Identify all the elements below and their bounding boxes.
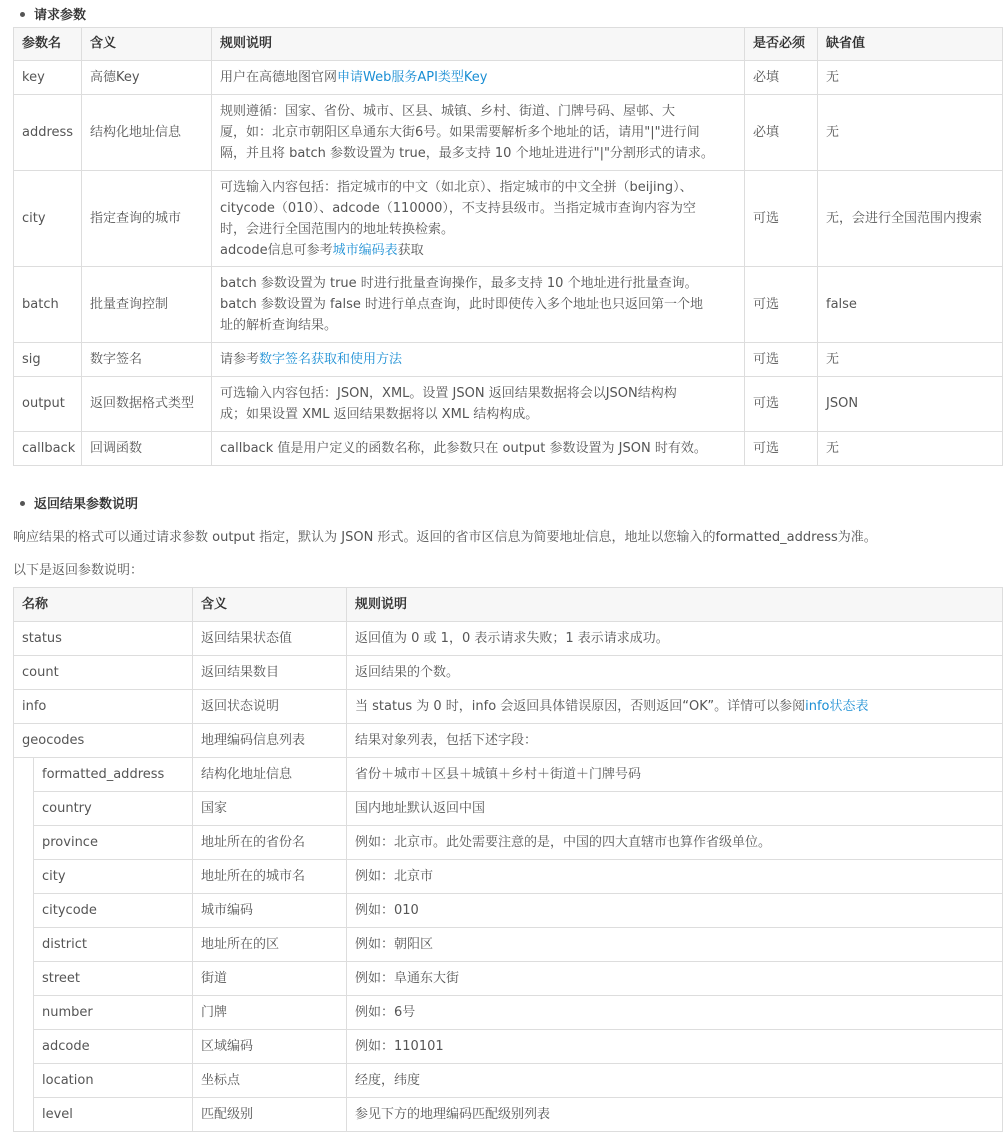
param-rule: 请参考数字签名获取和使用方法: [212, 343, 745, 377]
field-name: count: [14, 656, 193, 690]
header-meaning: 含义: [193, 588, 347, 622]
table-row: [14, 690, 1003, 724]
sub-field-meaning: 坐标点: [193, 1064, 347, 1098]
table-row: [14, 656, 1003, 690]
sub-field-meaning: 地址所在的城市名: [193, 860, 347, 894]
table-row: [14, 267, 1003, 343]
sub-field-meaning: 区域编码: [193, 1030, 347, 1064]
param-required: 可选: [745, 267, 818, 343]
header-required: 是否必须: [745, 28, 818, 61]
sub-field-rule: 参见下方的地理编码匹配级别列表: [347, 1098, 1003, 1132]
param-required: 可选: [745, 343, 818, 377]
table-row: [14, 95, 1003, 171]
field-meaning: 地理编码信息列表: [193, 724, 347, 758]
param-default: 无: [818, 95, 1003, 171]
param-rule: batch 参数设置为 true 时进行批量查询操作，最多支持 10 个地址进行批量查询。 batch 参数设置为 false 时进行单点查询，此时即使传入多个地址也只返回第一个地 址的解析查询结果。: [212, 267, 745, 343]
table-row: [14, 61, 1003, 95]
param-meaning: 返回数据格式类型: [82, 377, 212, 432]
indent-cell: [14, 928, 34, 962]
sub-field-meaning: 街道: [193, 962, 347, 996]
sub-table-row: [14, 928, 1003, 962]
header-name: 名称: [14, 588, 193, 622]
sub-field-name: formatted_address: [34, 758, 193, 792]
sub-field-rule: 例如：北京市。此处需要注意的是，中国的四大直辖市也算作省级单位。: [347, 826, 1003, 860]
table-row: [14, 171, 1003, 267]
param-rule: 可选输入内容包括：JSON，XML。设置 JSON 返回结果数据将会以JSON结构构 成；如果设置 XML 返回结果数据将以 XML 结构构成。: [212, 377, 745, 432]
param-default: false: [818, 267, 1003, 343]
sub-table-row: [14, 860, 1003, 894]
sub-field-rule: 例如：北京市: [347, 860, 1003, 894]
sub-field-rule: 例如：朝阳区: [347, 928, 1003, 962]
indent-cell: [14, 758, 34, 792]
indent-cell: [14, 1064, 34, 1098]
param-required: 可选: [745, 432, 818, 466]
sub-field-meaning: 匹配级别: [193, 1098, 347, 1132]
param-required: 可选: [745, 171, 818, 267]
sub-field-meaning: 结构化地址信息: [193, 758, 347, 792]
field-meaning: 返回结果状态值: [193, 622, 347, 656]
indent-cell: [14, 826, 34, 860]
param-rule: 用户在高德地图官网申请Web服务API类型Key: [212, 61, 745, 95]
sub-field-name: province: [34, 826, 193, 860]
indent-cell: [14, 1030, 34, 1064]
param-default: 无: [818, 61, 1003, 95]
sub-field-rule: 例如：110101: [347, 1030, 1003, 1064]
table-row: [14, 724, 1003, 758]
sub-field-meaning: 地址所在的区: [193, 928, 347, 962]
param-default: 无，会进行全国范围内搜索: [818, 171, 1003, 267]
sub-field-meaning: 国家: [193, 792, 347, 826]
param-default: 无: [818, 432, 1003, 466]
param-name: sig: [14, 343, 82, 377]
city-code-table-link[interactable]: 城市编码表: [332, 242, 398, 258]
param-rule: 可选输入内容包括：指定城市的中文（如北京）、指定城市的中文全拼（beijing）、 citycode（010）、adcode（110000），不支持县级市。当指定城市查询内容为空 时，会进行全国范围内的地址转换检索。 adcode信息可参考城市编码表获取: [212, 171, 745, 267]
sub-table-row: [14, 826, 1003, 860]
sub-field-name: district: [34, 928, 193, 962]
response-intro: 响应结果的格式可以通过请求参数 output 指定，默认为 JSON 形式。返回的省市区信息为简要地址信息，地址以您输入的formatted_address为准。: [13, 530, 877, 545]
table-row: [14, 377, 1003, 432]
info-status-table-link[interactable]: info状态表: [805, 698, 869, 714]
indent-cell: [14, 962, 34, 996]
table-row: [14, 343, 1003, 377]
header-rule: 规则说明: [212, 28, 745, 61]
sub-field-rule: 国内地址默认返回中国: [347, 792, 1003, 826]
field-rule: 返回值为 0 或 1，0 表示请求失败；1 表示请求成功。: [347, 622, 1003, 656]
sub-table-row: [14, 962, 1003, 996]
param-required: 必填: [745, 95, 818, 171]
param-required: 可选: [745, 377, 818, 432]
sub-table-row: [14, 1064, 1003, 1098]
response-params-table: [13, 587, 1003, 1132]
param-name: city: [14, 171, 82, 267]
bullet-icon: [20, 501, 25, 506]
param-meaning: 高德Key: [82, 61, 212, 95]
apply-key-link[interactable]: 申请Web服务API类型Key: [337, 69, 488, 85]
sub-table-row: [14, 996, 1003, 1030]
indent-cell: [14, 996, 34, 1030]
param-name: key: [14, 61, 82, 95]
indent-cell: [14, 792, 34, 826]
field-meaning: 返回结果数目: [193, 656, 347, 690]
bullet-icon: [20, 12, 25, 17]
param-meaning: 指定查询的城市: [82, 171, 212, 267]
sub-field-meaning: 门牌: [193, 996, 347, 1030]
sub-field-meaning: 城市编码: [193, 894, 347, 928]
param-meaning: 回调函数: [82, 432, 212, 466]
param-rule: 规则遵循：国家、省份、城市、区县、城镇、乡村、街道、门牌号码、屋邨、大 厦，如：北京市朝阳区阜通东大街6号。如果需要解析多个地址的话，请用"|"进行间 隔，并且将 batch 参数设置为 true，最多支持 10 个地址进进行"|"分割形式的请求。: [212, 95, 745, 171]
param-name: batch: [14, 267, 82, 343]
field-rule: 返回结果的个数。: [347, 656, 1003, 690]
sub-field-rule: 例如：6号: [347, 996, 1003, 1030]
table-header-row: [14, 588, 1003, 622]
indent-cell: [14, 894, 34, 928]
sub-table-row: [14, 1030, 1003, 1064]
table-header-row: [14, 28, 1003, 61]
sub-field-name: level: [34, 1098, 193, 1132]
field-meaning: 返回状态说明: [193, 690, 347, 724]
table-row: [14, 432, 1003, 466]
header-param-name: 参数名: [14, 28, 82, 61]
param-name: callback: [14, 432, 82, 466]
indent-cell: [14, 860, 34, 894]
param-meaning: 结构化地址信息: [82, 95, 212, 171]
param-default: JSON: [818, 377, 1003, 432]
sub-table-row: [14, 894, 1003, 928]
param-name: output: [14, 377, 82, 432]
field-rule: 结果对象列表，包括下述字段：: [347, 724, 1003, 758]
header-default: 缺省值: [818, 28, 1003, 61]
sub-field-rule: 例如：010: [347, 894, 1003, 928]
param-meaning: 数字签名: [82, 343, 212, 377]
sub-field-rule: 省份＋城市＋区县＋城镇＋乡村＋街道＋门牌号码: [347, 758, 1003, 792]
sub-field-rule: 例如：阜通东大街: [347, 962, 1003, 996]
header-rule: 规则说明: [347, 588, 1003, 622]
sub-field-rule: 经度，纬度: [347, 1064, 1003, 1098]
sub-field-name: number: [34, 996, 193, 1030]
sub-table-row: [14, 1098, 1003, 1132]
param-default: 无: [818, 343, 1003, 377]
field-name: geocodes: [14, 724, 193, 758]
response-params-heading: 返回结果参数说明: [20, 493, 138, 512]
request-params-table: [13, 27, 1003, 466]
sub-field-name: street: [34, 962, 193, 996]
sub-field-name: location: [34, 1064, 193, 1098]
signature-method-link[interactable]: 数字签名获取和使用方法: [259, 351, 403, 367]
field-rule: 当 status 为 0 时，info 会返回具体错误原因，否则返回“OK”。详情可以参阅info状态表: [347, 690, 1003, 724]
param-meaning: 批量查询控制: [82, 267, 212, 343]
header-meaning: 含义: [82, 28, 212, 61]
table-row: [14, 622, 1003, 656]
param-rule: callback 值是用户定义的函数名称，此参数只在 output 参数设置为 JSON 时有效。: [212, 432, 745, 466]
response-intro-2: 以下是返回参数说明：: [13, 563, 144, 578]
sub-field-name: city: [34, 860, 193, 894]
indent-cell: [14, 1098, 34, 1132]
sub-table-row: [14, 792, 1003, 826]
field-name: info: [14, 690, 193, 724]
request-params-heading: 请求参数: [20, 4, 86, 23]
sub-field-name: citycode: [34, 894, 193, 928]
param-name: address: [14, 95, 82, 171]
sub-field-name: adcode: [34, 1030, 193, 1064]
sub-field-meaning: 地址所在的省份名: [193, 826, 347, 860]
param-required: 必填: [745, 61, 818, 95]
sub-field-name: country: [34, 792, 193, 826]
field-name: status: [14, 622, 193, 656]
sub-table-row: [14, 758, 1003, 792]
